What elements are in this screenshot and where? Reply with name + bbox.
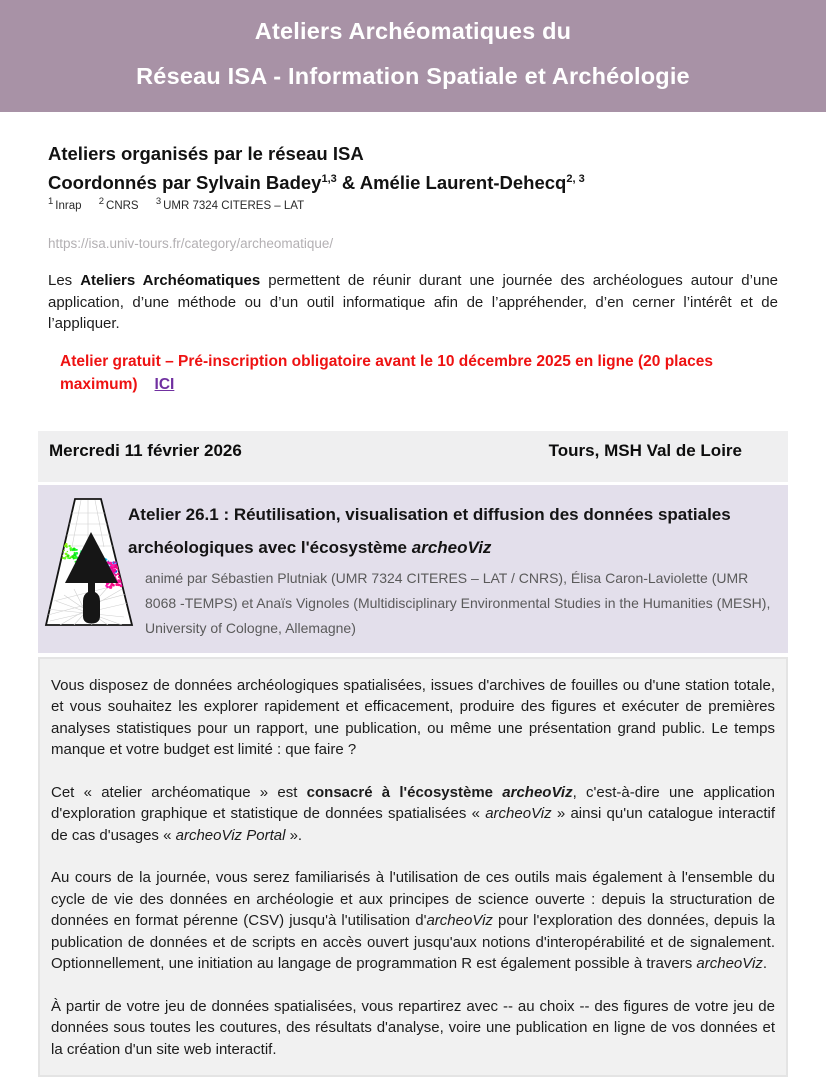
ateliers-archeomatiques-emphasis: Ateliers Archéomatiques: [80, 272, 260, 289]
workshop-title: Atelier 26.1 : Réutilisation, visualisation et diffusion des données spatiales archéologiques avec l'écosystème archeoViz: [128, 498, 774, 565]
banner-title-line1: Ateliers Archéomatiques du: [0, 9, 826, 54]
registration-notice: [60, 350, 778, 396]
workshop-text: [128, 495, 774, 641]
registration-notice-text: Atelier gratuit – Pré-inscription obligatoire avant le 10 décembre 2025 en ligne (20 places maximum): [60, 353, 713, 393]
coordinator-2: & Amélie Laurent-Dehecq: [337, 172, 567, 193]
organized-by-heading: Ateliers organisés par le réseau ISA: [48, 139, 778, 168]
affiliation-footnotes: [48, 200, 778, 212]
archeoviz-trowel-logo-icon: [44, 495, 136, 632]
workshop-header-box: [38, 485, 788, 653]
archeoviz-name: archeoViz: [412, 538, 492, 557]
workshop-description-box: [38, 657, 788, 1077]
footnote-1: $^1$ Inrap: [48, 200, 82, 212]
description-paragraph-1: Vous disposez de données archéologiques spatialisées, issues d'archives de fouilles ou d'une station totale, et vous souhaitez les explorer rapidement et efficacement, produire des figures et exécuter de premières analyses statistiques pour un rapport, une publication, ou même une présentation grand public. Le temps manque et votre budget est limité : que faire ?: [51, 675, 775, 761]
event-location: Tours, MSH Val de Loire: [549, 441, 742, 461]
description-paragraph-3: Au cours de la journée, vous serez familiarisés à l'utilisation de ces outils mais également à l'ensemble du cycle de vie des données en archéologie et aux principes de science ouverte : depuis la structuration de données en format pérenne (CSV) jusqu'à l'utilisation d'archeoViz pour l'exploration des données, depuis la publication de données et de scripts en accès ouvert jusqu'aux notions d'interopérabilité et de signalement. Optionnellement, une initiation au langage de programmation R est également possible à travers archeoViz.: [51, 867, 775, 975]
archeoviz-name: archeoViz: [485, 805, 551, 822]
coordinator-1-refs: 1,3: [321, 173, 336, 185]
coordinator-2-refs: 2, 3: [566, 173, 584, 185]
workshop-facilitators: animé par Sébastien Plutniak (UMR 7324 CITERES – LAT / CNRS), Élisa Caron-Laviolette (UMR 8068 -TEMPS) et Anaïs Vignoles (Multidisciplinary Environmental Studies in the Humanities (MESH), University of Cologne, Allemagne): [145, 566, 774, 641]
archeoviz-name: archeoViz: [426, 912, 492, 929]
description-paragraph-4: À partir de votre jeu de données spatialisées, vous repartirez avec -- au choix -- des figures de votre jeu de données sous toutes les coutures, des résultats d'analyse, voire une publication en ligne de vos données et la création d'un site web interactif.: [51, 996, 775, 1061]
description-paragraph-2: Cet « atelier archéomatique » est consacré à l'écosystème archeoViz, c'est-à-dire une application d'exploration graphique et statistique de données spatialisées « archeoViz » ainsi qu'un catalogue interactif de cas d'usages « archeoViz Portal ».: [51, 782, 775, 847]
archeoviz-portal-name: archeoViz Portal: [176, 827, 286, 844]
event-date-bar: [38, 431, 788, 482]
footnote-2: $^2$ CNRS: [99, 200, 139, 212]
event-date: Mercredi 11 février 2026: [49, 441, 242, 461]
isa-category-url: https://isa.univ-tours.fr/category/archeomatique/: [48, 236, 778, 251]
page-banner: [0, 0, 826, 112]
footnote-3: $^3$ UMR 7324 CITERES – LAT: [156, 200, 304, 212]
coordinators-heading: [48, 168, 778, 197]
archeoviz-name: archeoViz: [502, 784, 572, 801]
registration-link[interactable]: ICI: [155, 376, 175, 393]
archeoviz-name: archeoViz: [696, 955, 762, 972]
banner-title-line2: Réseau ISA - Information Spatiale et Archéologie: [0, 54, 826, 99]
intro-paragraph: Les Ateliers Archéomatiques permettent de réunir durant une journée des archéologues autour d’une application, d’une méthode ou d’un outil informatique afin de l’appréhender, d’en cerner l’intérêt et de l’appliquer.: [48, 270, 778, 335]
coordinator-1: Coordonnés par Sylvain Badey: [48, 172, 321, 193]
intro-section: [48, 139, 778, 396]
